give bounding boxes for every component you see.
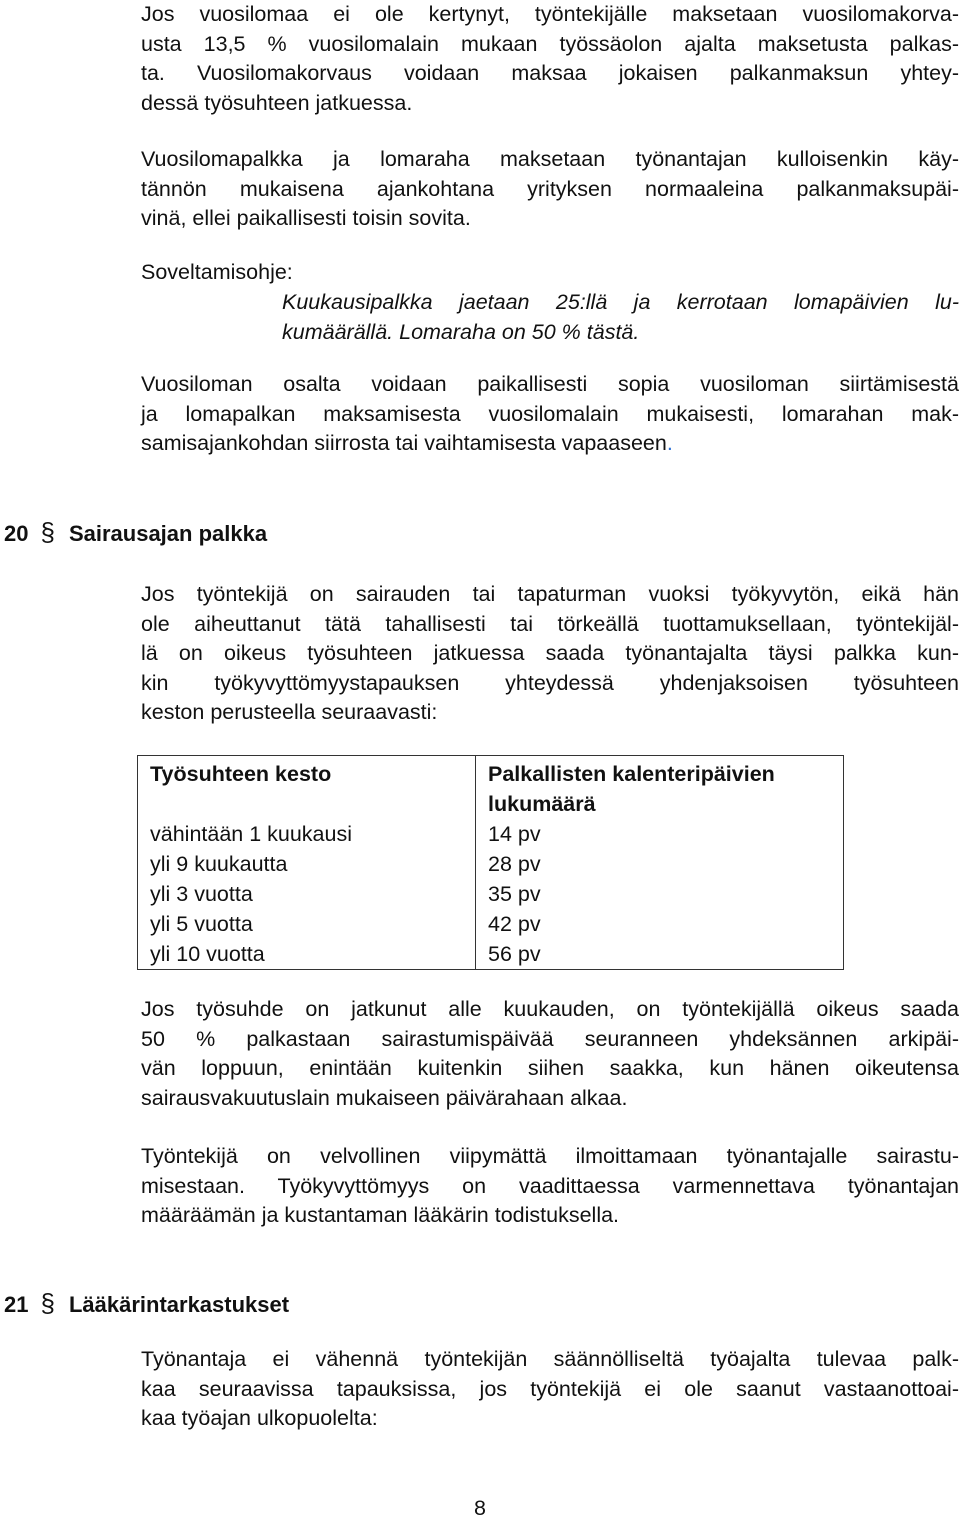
text-line: kaa työajan ulkopuolelta:: [141, 1406, 378, 1430]
table-cell: 14 pv: [476, 819, 844, 849]
column-header-paid-days: Palkallisten kalenteripäivien lukumäärä: [476, 756, 844, 820]
paragraph-local-agreement: [141, 370, 959, 459]
table-cell: yli 10 vuotta: [138, 939, 476, 970]
table-cell: 28 pv: [476, 849, 844, 879]
paragraph-sick-pay-intro: [141, 580, 959, 728]
section-heading-20: [4, 517, 267, 549]
text-line: keston perusteella seuraavasti:: [141, 700, 438, 724]
table-cell: yli 9 kuukautta: [138, 849, 476, 879]
text-line: 50 % palkastaan sairastumispäivää seuranneen yhdeksännen arkipäi-: [141, 1026, 959, 1051]
text-line: kumäärällä. Lomaraha on 50 % tästä.: [282, 319, 640, 344]
section-symbol: §: [40, 517, 55, 547]
text-line: ole aiheuttanut tätä tahallisesti tai törkeällä tuottamuksellaan, työntekijäl-: [141, 611, 959, 636]
text-line: määräämän ja kustantaman lääkärin todistuksella.: [141, 1203, 620, 1227]
table-row: [138, 819, 844, 849]
paragraph-medical-exams: [141, 1345, 959, 1434]
text-line: Vuosilomapalkka ja lomaraha maksetaan työnantajan kulloisenkin käy-: [141, 147, 959, 171]
table-cell: vähintään 1 kuukausi: [138, 819, 476, 849]
text-line: vän loppuun, enintään kuitenkin siihen saakka, kun hänen oikeutensa: [141, 1056, 959, 1080]
paragraph-under-one-month: [141, 995, 959, 1113]
application-guideline-text: [282, 288, 959, 347]
text-line: Vuosiloman osalta voidaan paikallisesti sopia vuosiloman siirtämisestä: [141, 372, 959, 396]
table-cell: yli 5 vuotta: [138, 909, 476, 939]
text-line: usta 13,5 % vuosilomalain mukaan työssäolon ajalta maksetusta palkas-: [141, 31, 959, 56]
text-line: Jos työsuhde on jatkunut alle kuukauden, on työntekijällä oikeus saada: [141, 997, 959, 1021]
table-row: [138, 909, 844, 939]
text-line: misestaan. Työkyvyttömyys on vaadittaessa varmennettava työnantajan: [141, 1173, 959, 1198]
text-line: ta. Vuosilomakorvaus voidaan maksaa jokaisen palkanmaksun yhtey-: [141, 61, 959, 85]
table-cell: 35 pv: [476, 879, 844, 909]
section-heading-21: [4, 1288, 289, 1320]
section-symbol: §: [40, 1288, 55, 1318]
section-number: 21: [4, 1292, 29, 1317]
table-row: [138, 879, 844, 909]
text-line: sairausvakuutuslain mukaiseen päivärahaan alkaa.: [141, 1085, 628, 1110]
table-row: [138, 939, 844, 970]
text-line: Kuukausipalkka jaetaan 25:llä ja kerrotaan lomapäivien lu-: [282, 290, 959, 314]
page-number: 8: [474, 1496, 486, 1520]
text-line: [141, 429, 959, 459]
text-line: Jos työntekijä on sairauden tai tapaturman vuoksi työkyvytön, eikä hän: [141, 582, 959, 606]
text-line: kin työkyvyttömyystapauksen yhteydessä yhdenjaksoisen työsuhteen: [141, 670, 959, 695]
text-line: ja lomapalkan maksamisesta vuosilomalain mukaisesti, lomarahan mak-: [141, 401, 959, 426]
application-guideline-label: [141, 258, 959, 288]
text-line: Soveltamisohje:: [141, 260, 293, 284]
period-mark: .: [666, 431, 673, 455]
paragraph-notification-duty: [141, 1142, 959, 1231]
text-line: Työntekijä on velvollinen viipymättä ilmoittamaan työnantajalle sairastu-: [141, 1144, 959, 1168]
sick-pay-duration-table: [137, 755, 844, 970]
text-line: kaa seuraavissa tapauksissa, jos työntekijä ei ole saanut vastaanottoai-: [141, 1376, 959, 1401]
text-line: Jos vuosilomaa ei ole kertynyt, työntekijälle maksetaan vuosilomakorva-: [141, 2, 959, 26]
section-title: Sairausajan palkka: [68, 521, 268, 546]
text-line: dessä työsuhteen jatkuessa.: [141, 90, 413, 115]
section-number: 20: [4, 521, 29, 546]
paragraph-holiday-pay-timing: [141, 145, 959, 234]
text-line: vinä, ellei paikallisesti toisin sovita.: [141, 206, 471, 230]
text-line: Työnantaja ei vähennä työntekijän säännölliseltä työajalta tulevaa palk-: [141, 1347, 959, 1371]
table-cell: 56 pv: [476, 939, 844, 970]
section-title: Lääkärintarkastukset: [68, 1292, 290, 1317]
paragraph-holiday-compensation: [141, 0, 959, 118]
table-row: [138, 849, 844, 879]
text-line: lä on oikeus työsuhteen jatkuessa saada työnantajalta täysi palkka kun-: [141, 641, 959, 665]
table-cell: yli 3 vuotta: [138, 879, 476, 909]
text-fragment: samisajankohdan siirrosta tai vaihtamisesta vapaaseen: [141, 431, 667, 455]
text-line: tännön mukaisena ajankohtana yrityksen normaaleina palkanmaksupäi-: [141, 176, 959, 201]
column-header-employment-duration: Työsuhteen kesto: [138, 756, 476, 820]
table-cell: 42 pv: [476, 909, 844, 939]
table-header-row: [138, 756, 844, 820]
